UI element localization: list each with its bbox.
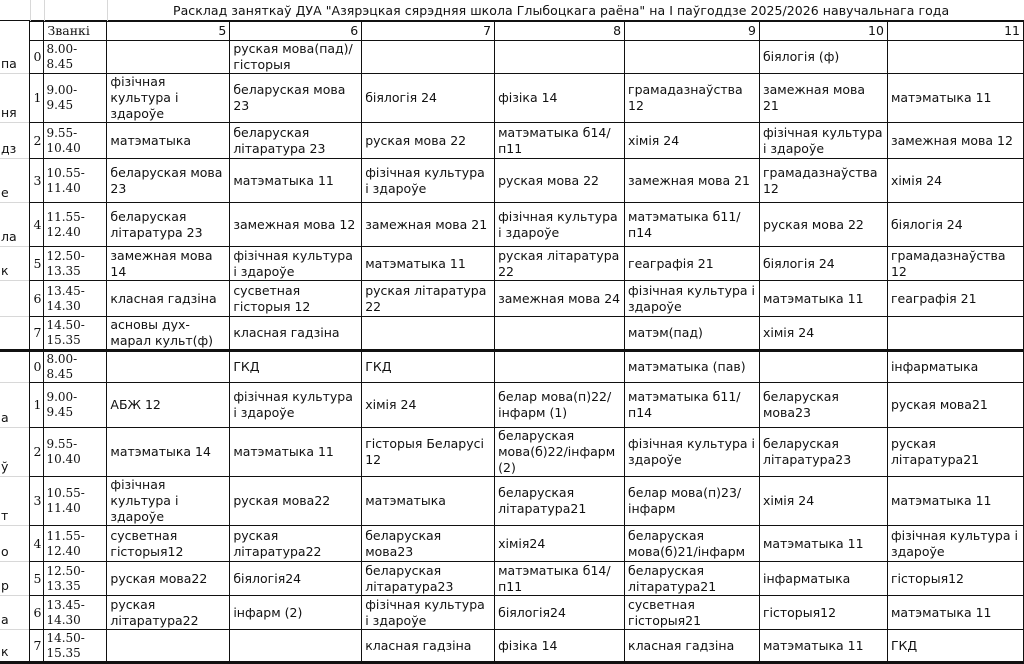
subject-cell-grade-11[interactable]: інфарматыка	[887, 351, 1023, 383]
subject-cell-grade-9[interactable]: белар мова(п)23/інфарм	[625, 477, 760, 526]
subject-cell-grade-8[interactable]: фізіка 14	[495, 74, 625, 123]
subject-cell-grade-10[interactable]: матэматыка 11	[759, 526, 887, 562]
subject-cell-grade-5[interactable]	[107, 41, 230, 74]
subject-cell-grade-5[interactable]	[107, 630, 230, 663]
day-tuesday-letter-cell[interactable]: а	[0, 596, 30, 630]
subject-cell-grade-9[interactable]	[625, 41, 760, 74]
day-monday-letter-cell[interactable]: па	[0, 41, 30, 74]
subject-cell-grade-8[interactable]: матэматыка б14/п11	[495, 123, 625, 159]
subject-cell-grade-10[interactable]	[759, 351, 887, 383]
bell-time-cell[interactable]: 12.50-13.35	[44, 562, 107, 596]
subject-cell-grade-5[interactable]: руская мова22	[107, 562, 230, 596]
schedule-row	[0, 247, 1024, 281]
subject-cell-grade-6[interactable]: фізічная культура і здароўе	[230, 383, 362, 428]
bell-time-cell[interactable]: 13.45-14.30	[44, 596, 107, 630]
lesson-number-cell[interactable]: 0	[30, 41, 44, 74]
schedule-row	[0, 159, 1024, 203]
subject-cell-grade-7[interactable]: фізічная культура і здароўе	[362, 159, 495, 203]
day-tuesday-letter-cell[interactable]: о	[0, 526, 30, 562]
subject-cell-grade-8[interactable]	[495, 317, 625, 351]
subject-cell-grade-11[interactable]: фізічная культура і здароўе	[887, 526, 1023, 562]
subject-cell-grade-9[interactable]: матэм(пад)	[625, 317, 760, 351]
lesson-number-cell[interactable]: 3	[30, 159, 44, 203]
subject-cell-grade-8[interactable]: руская літаратура 22	[495, 247, 625, 281]
subject-cell-grade-6[interactable]: беларуская літаратура 23	[230, 123, 362, 159]
schedule-row	[0, 203, 1024, 247]
lesson-number-cell[interactable]: 5	[30, 247, 44, 281]
subject-cell-grade-11[interactable]: геаграфія 21	[887, 281, 1023, 317]
day-monday-letter-cell[interactable]: е	[0, 159, 30, 203]
subject-cell-grade-5[interactable]: класная гадзіна	[107, 281, 230, 317]
subject-cell-grade-10[interactable]: замежная мова 21	[759, 74, 887, 123]
subject-cell-grade-8[interactable]: фізіка 14	[495, 630, 625, 663]
subject-cell-grade-7[interactable]: руская мова 22	[362, 123, 495, 159]
bell-time-cell[interactable]: 11.55-12.40	[44, 526, 107, 562]
subject-cell-grade-7[interactable]	[362, 317, 495, 351]
subject-cell-grade-6[interactable]	[230, 630, 362, 663]
subject-cell-grade-7[interactable]	[362, 41, 495, 74]
lesson-number-cell[interactable]: 4	[30, 526, 44, 562]
subject-cell-grade-10[interactable]: біялогія 24	[759, 247, 887, 281]
subject-cell-grade-11[interactable]: хімія 24	[887, 159, 1023, 203]
schedule-row	[0, 41, 1024, 74]
subject-cell-grade-5[interactable]: матэматыка	[107, 123, 230, 159]
subject-cell-grade-5[interactable]: фізічная культура і здароўе	[107, 74, 230, 123]
day-monday-letter-cell[interactable]	[0, 281, 30, 317]
subject-cell-grade-11[interactable]: грамадазнаўства 12	[887, 247, 1023, 281]
bell-time-cell[interactable]: 8.00-8.45	[44, 351, 107, 383]
subject-cell-grade-7[interactable]: гісторыя Беларусі 12	[362, 428, 495, 477]
schedule-row	[0, 630, 1024, 663]
bell-time-cell[interactable]: 9.00-9.45	[44, 74, 107, 123]
subject-cell-grade-6[interactable]: матэматыка 11	[230, 428, 362, 477]
schedule-row	[0, 562, 1024, 596]
subject-cell-grade-7[interactable]: ГКД	[362, 351, 495, 383]
header-num-cell[interactable]	[30, 22, 44, 41]
subject-cell-grade-10[interactable]: беларуская мова23	[759, 383, 887, 428]
lesson-number-cell[interactable]: 1	[30, 74, 44, 123]
subject-cell-grade-6[interactable]: сусветная гісторыя 12	[230, 281, 362, 317]
subject-cell-grade-5[interactable]: замежная мова 14	[107, 247, 230, 281]
sheet-title[interactable]: Расклад заняткаў ДУА "Азярэцкая сярэдняя школа Глыбоцкага раёна" на I паўгоддзе 2025/2026 навучальнага года	[173, 3, 950, 18]
subject-cell-grade-9[interactable]: грамадазнаўства 12	[625, 74, 760, 123]
lesson-number-cell[interactable]: 7	[30, 317, 44, 351]
subject-cell-grade-6[interactable]: біялогія24	[230, 562, 362, 596]
subject-cell-grade-9[interactable]: фізічная культура і здароўе	[625, 428, 760, 477]
subject-cell-grade-11[interactable]: замежная мова 12	[887, 123, 1023, 159]
subject-cell-grade-7[interactable]: замежная мова 21	[362, 203, 495, 247]
lesson-number-cell[interactable]: 7	[30, 630, 44, 663]
subject-cell-grade-7[interactable]: хімія 24	[362, 383, 495, 428]
subject-cell-grade-10[interactable]: грамадазнаўства 12	[759, 159, 887, 203]
subject-cell-grade-8[interactable]: белар мова(п)22/інфарм (1)	[495, 383, 625, 428]
day-tuesday-letter-cell[interactable]: т	[0, 477, 30, 526]
subject-cell-grade-10[interactable]: матэматыка 11	[759, 281, 887, 317]
subject-cell-grade-8[interactable]: матэматыка б14/п11	[495, 562, 625, 596]
subject-cell-grade-11[interactable]: гісторыя12	[887, 562, 1023, 596]
schedule-row	[0, 428, 1024, 477]
lesson-number-cell[interactable]: 5	[30, 562, 44, 596]
lesson-number-cell[interactable]: 1	[30, 383, 44, 428]
bell-time-cell[interactable]: 11.55-12.40	[44, 203, 107, 247]
subject-cell-grade-11[interactable]: матэматыка 11	[887, 596, 1023, 630]
subject-cell-grade-8[interactable]	[495, 41, 625, 74]
subject-cell-grade-7[interactable]: фізічная культура і здароўе	[362, 596, 495, 630]
subject-cell-grade-6[interactable]: руская мова22	[230, 477, 362, 526]
subject-cell-grade-5[interactable]: фізічная культура і здароўе	[107, 477, 230, 526]
day-monday-letter-cell[interactable]	[0, 317, 30, 351]
subject-cell-grade-11[interactable]: біялогія 24	[887, 203, 1023, 247]
bell-time-cell[interactable]: 14.50-15.35	[44, 317, 107, 351]
subject-cell-grade-7[interactable]: класная гадзіна	[362, 630, 495, 663]
subject-cell-grade-6[interactable]: фізічная культура і здароўе	[230, 247, 362, 281]
day-tuesday-letter-cell[interactable]	[0, 351, 30, 383]
subject-cell-grade-8[interactable]	[495, 351, 625, 383]
subject-cell-grade-9[interactable]: класная гадзіна	[625, 630, 760, 663]
schedule-row	[0, 351, 1024, 383]
subject-cell-grade-5[interactable]: беларуская літаратура 23	[107, 203, 230, 247]
subject-cell-grade-8[interactable]: руская мова 22	[495, 159, 625, 203]
subject-cell-grade-5[interactable]: беларуская мова 23	[107, 159, 230, 203]
subject-cell-grade-7[interactable]: руская літаратура 22	[362, 281, 495, 317]
subject-cell-grade-5[interactable]: АБЖ 12	[107, 383, 230, 428]
subject-cell-grade-10[interactable]: інфарматыка	[759, 562, 887, 596]
bell-time-cell[interactable]: 13.45-14.30	[44, 281, 107, 317]
subject-cell-grade-10[interactable]: хімія 24	[759, 317, 887, 351]
header-grade-11[interactable]: 11	[887, 22, 1023, 41]
subject-cell-grade-5[interactable]: асновы дух-марал культ(ф)	[107, 317, 230, 351]
header-grade-8[interactable]: 8	[495, 22, 625, 41]
subject-cell-grade-11[interactable]: ГКД	[887, 630, 1023, 663]
schedule-row	[0, 526, 1024, 562]
title-row	[0, 0, 1024, 21]
subject-cell-grade-6[interactable]: матэматыка 11	[230, 159, 362, 203]
bell-time-cell[interactable]: 10.55-11.40	[44, 477, 107, 526]
subject-cell-grade-6[interactable]: замежная мова 12	[230, 203, 362, 247]
subject-cell-grade-5[interactable]: руская літаратура22	[107, 596, 230, 630]
lesson-number-cell[interactable]: 2	[30, 428, 44, 477]
lesson-number-cell[interactable]: 0	[30, 351, 44, 383]
subject-cell-grade-9[interactable]: беларуская мова(б)21/інфарм	[625, 526, 760, 562]
day-tuesday-letter-cell[interactable]: р	[0, 562, 30, 596]
subject-cell-grade-10[interactable]: біялогія (ф)	[759, 41, 887, 74]
subject-cell-grade-8[interactable]: беларуская літаратура21	[495, 477, 625, 526]
subject-cell-grade-11[interactable]: матэматыка 11	[887, 477, 1023, 526]
subject-cell-grade-6[interactable]: беларуская мова 23	[230, 74, 362, 123]
subject-cell-grade-10[interactable]: матэматыка 11	[759, 630, 887, 663]
subject-cell-grade-10[interactable]: хімія 24	[759, 477, 887, 526]
subject-cell-grade-7[interactable]: беларуская літаратура23	[362, 562, 495, 596]
lesson-number-cell[interactable]: 4	[30, 203, 44, 247]
subject-cell-grade-7[interactable]: матэматыка	[362, 477, 495, 526]
subject-cell-grade-9[interactable]: хімія 24	[625, 123, 760, 159]
header-grade-6[interactable]: 6	[230, 22, 362, 41]
day-tuesday-letter-cell[interactable]: а	[0, 383, 30, 428]
bell-time-cell[interactable]: 8.00-8.45	[44, 41, 107, 74]
subject-cell-grade-7[interactable]: матэматыка 11	[362, 247, 495, 281]
lesson-number-cell[interactable]: 6	[30, 596, 44, 630]
subject-cell-grade-8[interactable]: беларуская мова(б)22/інфарм (2)	[495, 428, 625, 477]
header-grade-5[interactable]: 5	[107, 22, 230, 41]
subject-cell-grade-9[interactable]: беларуская літаратура21	[625, 562, 760, 596]
subject-cell-grade-10[interactable]: беларуская літаратура23	[759, 428, 887, 477]
subject-cell-grade-11[interactable]: руская літаратура21	[887, 428, 1023, 477]
corner-cell[interactable]	[0, 22, 30, 41]
day-monday-letter-cell[interactable]: ла	[0, 203, 30, 247]
schedule-row	[0, 383, 1024, 428]
bell-time-cell[interactable]: 9.55-10.40	[44, 428, 107, 477]
subject-cell-grade-11[interactable]	[887, 41, 1023, 74]
header-zvanki[interactable]: Званкі	[44, 22, 107, 41]
day-monday-letter-cell[interactable]: к	[0, 247, 30, 281]
subject-cell-grade-9[interactable]: матэматыка б11/п14	[625, 383, 760, 428]
subject-cell-grade-9[interactable]: фізічная культура і здароўе	[625, 281, 760, 317]
timetable-grid	[0, 21, 1024, 664]
day-tuesday-letter-cell[interactable]: к	[0, 630, 30, 663]
schedule-row	[0, 74, 1024, 123]
subject-cell-grade-9[interactable]: геаграфія 21	[625, 247, 760, 281]
subject-cell-grade-10[interactable]: фізічная культура і здароўе	[759, 123, 887, 159]
subject-cell-grade-8[interactable]: замежная мова 24	[495, 281, 625, 317]
schedule-row	[0, 596, 1024, 630]
header-grade-9[interactable]: 9	[625, 22, 760, 41]
subject-cell-grade-9[interactable]: матэматыка б11/п14	[625, 203, 760, 247]
subject-cell-grade-6[interactable]: класная гадзіна	[230, 317, 362, 351]
day-monday-letter-cell[interactable]: дз	[0, 123, 30, 159]
bell-time-cell[interactable]: 12.50-13.35	[44, 247, 107, 281]
lesson-number-cell[interactable]: 2	[30, 123, 44, 159]
bell-time-cell[interactable]: 10.55-11.40	[44, 159, 107, 203]
subject-cell-grade-8[interactable]: фізічная культура і здароўе	[495, 203, 625, 247]
subject-cell-grade-7[interactable]: біялогія 24	[362, 74, 495, 123]
subject-cell-grade-10[interactable]: гісторыя12	[759, 596, 887, 630]
header-row	[0, 22, 1024, 41]
subject-cell-grade-7[interactable]: беларуская мова23	[362, 526, 495, 562]
schedule-row	[0, 477, 1024, 526]
subject-cell-grade-8[interactable]: біялогія24	[495, 596, 625, 630]
header-grade-10[interactable]: 10	[759, 22, 887, 41]
day-monday-letter-cell[interactable]: ня	[0, 74, 30, 123]
schedule-row	[0, 123, 1024, 159]
subject-cell-grade-11[interactable]: руская мова21	[887, 383, 1023, 428]
subject-cell-grade-6[interactable]: руская мова(пад)/гісторыя	[230, 41, 362, 74]
subject-cell-grade-6[interactable]: ГКД	[230, 351, 362, 383]
header-grade-7[interactable]: 7	[362, 22, 495, 41]
subject-cell-grade-9[interactable]: матэматыка (пав)	[625, 351, 760, 383]
subject-cell-grade-10[interactable]: руская мова 22	[759, 203, 887, 247]
day-tuesday-letter-cell[interactable]: ў	[0, 428, 30, 477]
schedule-row	[0, 317, 1024, 351]
subject-cell-grade-11[interactable]	[887, 317, 1023, 351]
bell-time-cell[interactable]: 14.50-15.35	[44, 630, 107, 663]
bell-time-cell[interactable]: 9.55-10.40	[44, 123, 107, 159]
subject-cell-grade-11[interactable]: матэматыка 11	[887, 74, 1023, 123]
subject-cell-grade-5[interactable]: сусветная гісторыя12	[107, 526, 230, 562]
lesson-number-cell[interactable]: 3	[30, 477, 44, 526]
schedule-row	[0, 281, 1024, 317]
subject-cell-grade-5[interactable]: матэматыка 14	[107, 428, 230, 477]
lesson-number-cell[interactable]: 6	[30, 281, 44, 317]
bell-time-cell[interactable]: 9.00-9.45	[44, 383, 107, 428]
subject-cell-grade-8[interactable]: хімія24	[495, 526, 625, 562]
subject-cell-grade-5[interactable]	[107, 351, 230, 383]
subject-cell-grade-6[interactable]: інфарм (2)	[230, 596, 362, 630]
subject-cell-grade-6[interactable]: руская літаратура22	[230, 526, 362, 562]
subject-cell-grade-9[interactable]: замежная мова 21	[625, 159, 760, 203]
subject-cell-grade-9[interactable]: сусветная гісторыя21	[625, 596, 760, 630]
